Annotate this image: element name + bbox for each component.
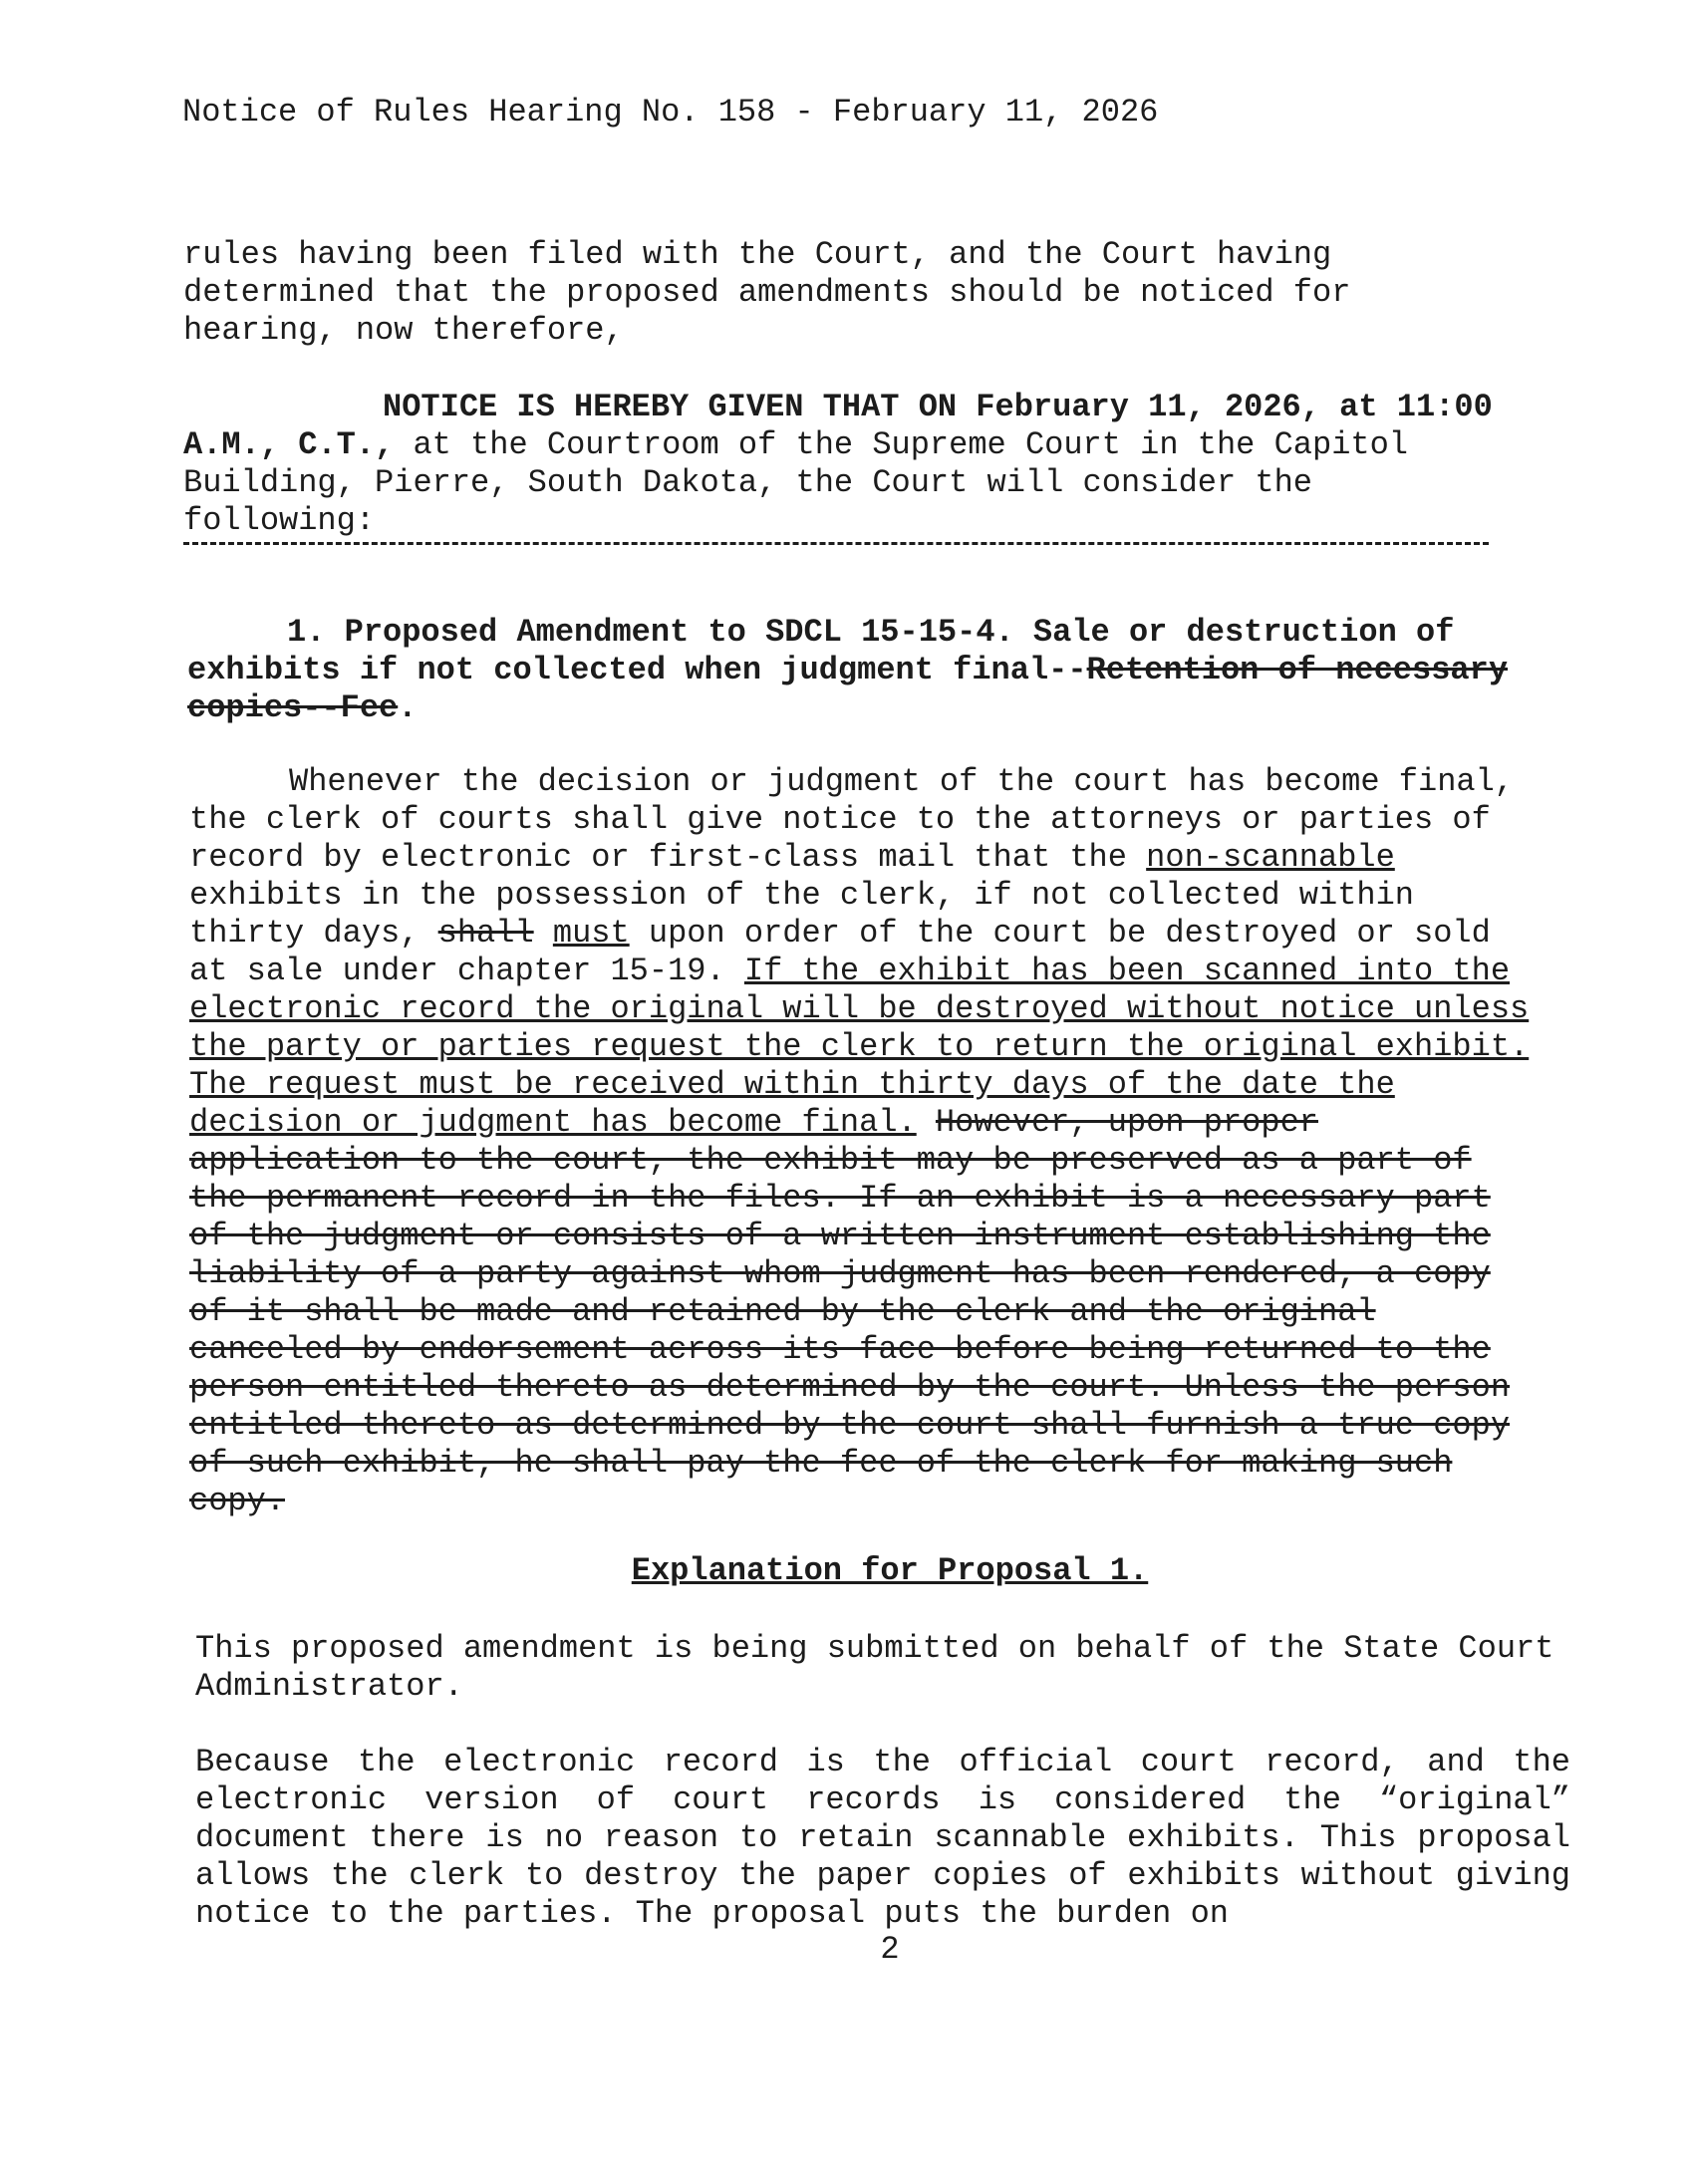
explanation-paragraph-1: This proposed amendment is being submitted on behalf of the State Court Administrator.	[195, 1630, 1554, 1705]
body-text-3	[534, 915, 553, 952]
intro-paragraph: rules having been filed with the Court, and the Court having determined that the proposed amendments should be noticed for hearing, now therefore,	[183, 236, 1351, 349]
notice-bold-lead: NOTICE IS HEREBY GIVEN THAT ON February 11, 2026, at 11:00 A.M., C.T.,	[183, 389, 1493, 463]
proposal-1-title-deleted: Retention of necessary copies--Fee	[187, 652, 1509, 726]
proposal-1-body	[189, 763, 1545, 1520]
proposal-1-number: 1.	[287, 614, 326, 651]
body-deleted-2: However, upon proper application to the court, the exhibit may be preserved as a part of the permanent record in the files. If an exhibit is a necessary part of the judgment or consists of a written instrument establishing the liability of a party against whom judgment has been rendered, a copy of it shall be made and retained by the clerk and the original canceled by endorsement across its face before being returned to the person entitled thereto as determined by the court. Unless the person entitled thereto as determined by the court shall furnish a true copy of such exhibit, he shall pay the fee of the clerk for making such copy.	[189, 1104, 1511, 1519]
explanation-title	[0, 1552, 1690, 1590]
body-text-4: upon order of the court be destroyed or sold at sale under chapter 15-19.	[189, 915, 1491, 989]
explanation-paragraph-2: Because the electronic record is the official court record, and the electronic version of court records is considered the “original” document there is no reason to retain scannable exhibits. This proposal allows the clerk to destroy the paper copies of exhibits without giving notice to the parties. The proposal puts the burden on	[195, 1744, 1570, 1932]
body-text-5	[917, 1104, 936, 1141]
body-deleted-1: shall	[437, 915, 534, 952]
page-number: 2	[880, 1931, 900, 1968]
body-text-1: Whenever the decision or judgment of the court has become final, the clerk of courts shall give notice to the attorneys or parties of record by electronic or first-class mail that the	[189, 763, 1514, 876]
body-inserted-1: non-scannable	[1146, 839, 1395, 876]
notice-paragraph	[183, 389, 1509, 540]
proposal-1-title-end: .	[398, 689, 418, 726]
body-inserted-3: If the exhibit has been scanned into the electronic record the original will be destroyed without notice unless the party or parties request the clerk to return the original exhibit. The request must be received within thirty days of the date the decision or judgment has become final.	[189, 953, 1530, 1141]
body-text-2: exhibits in the possession of the clerk, if not collected within thirty days,	[189, 877, 1414, 952]
proposal-1-title: Proposed Amendment to SDCL 15-15-4. Sale or destruction of exhibits if not collected when judgment final--	[187, 614, 1455, 688]
body-inserted-2: must	[552, 915, 630, 952]
notice-rest: at the Courtroom of the Supreme Court in the Capitol Building, Pierre, South Dakota, the Court will consider the following:	[183, 426, 1408, 539]
proposal-1-heading	[187, 614, 1513, 727]
explanation-title-text: Explanation for Proposal 1.	[631, 1552, 1149, 1589]
dashed-separator	[183, 542, 1489, 545]
page-header: Notice of Rules Hearing No. 158 - February 11, 2026	[182, 94, 1159, 131]
